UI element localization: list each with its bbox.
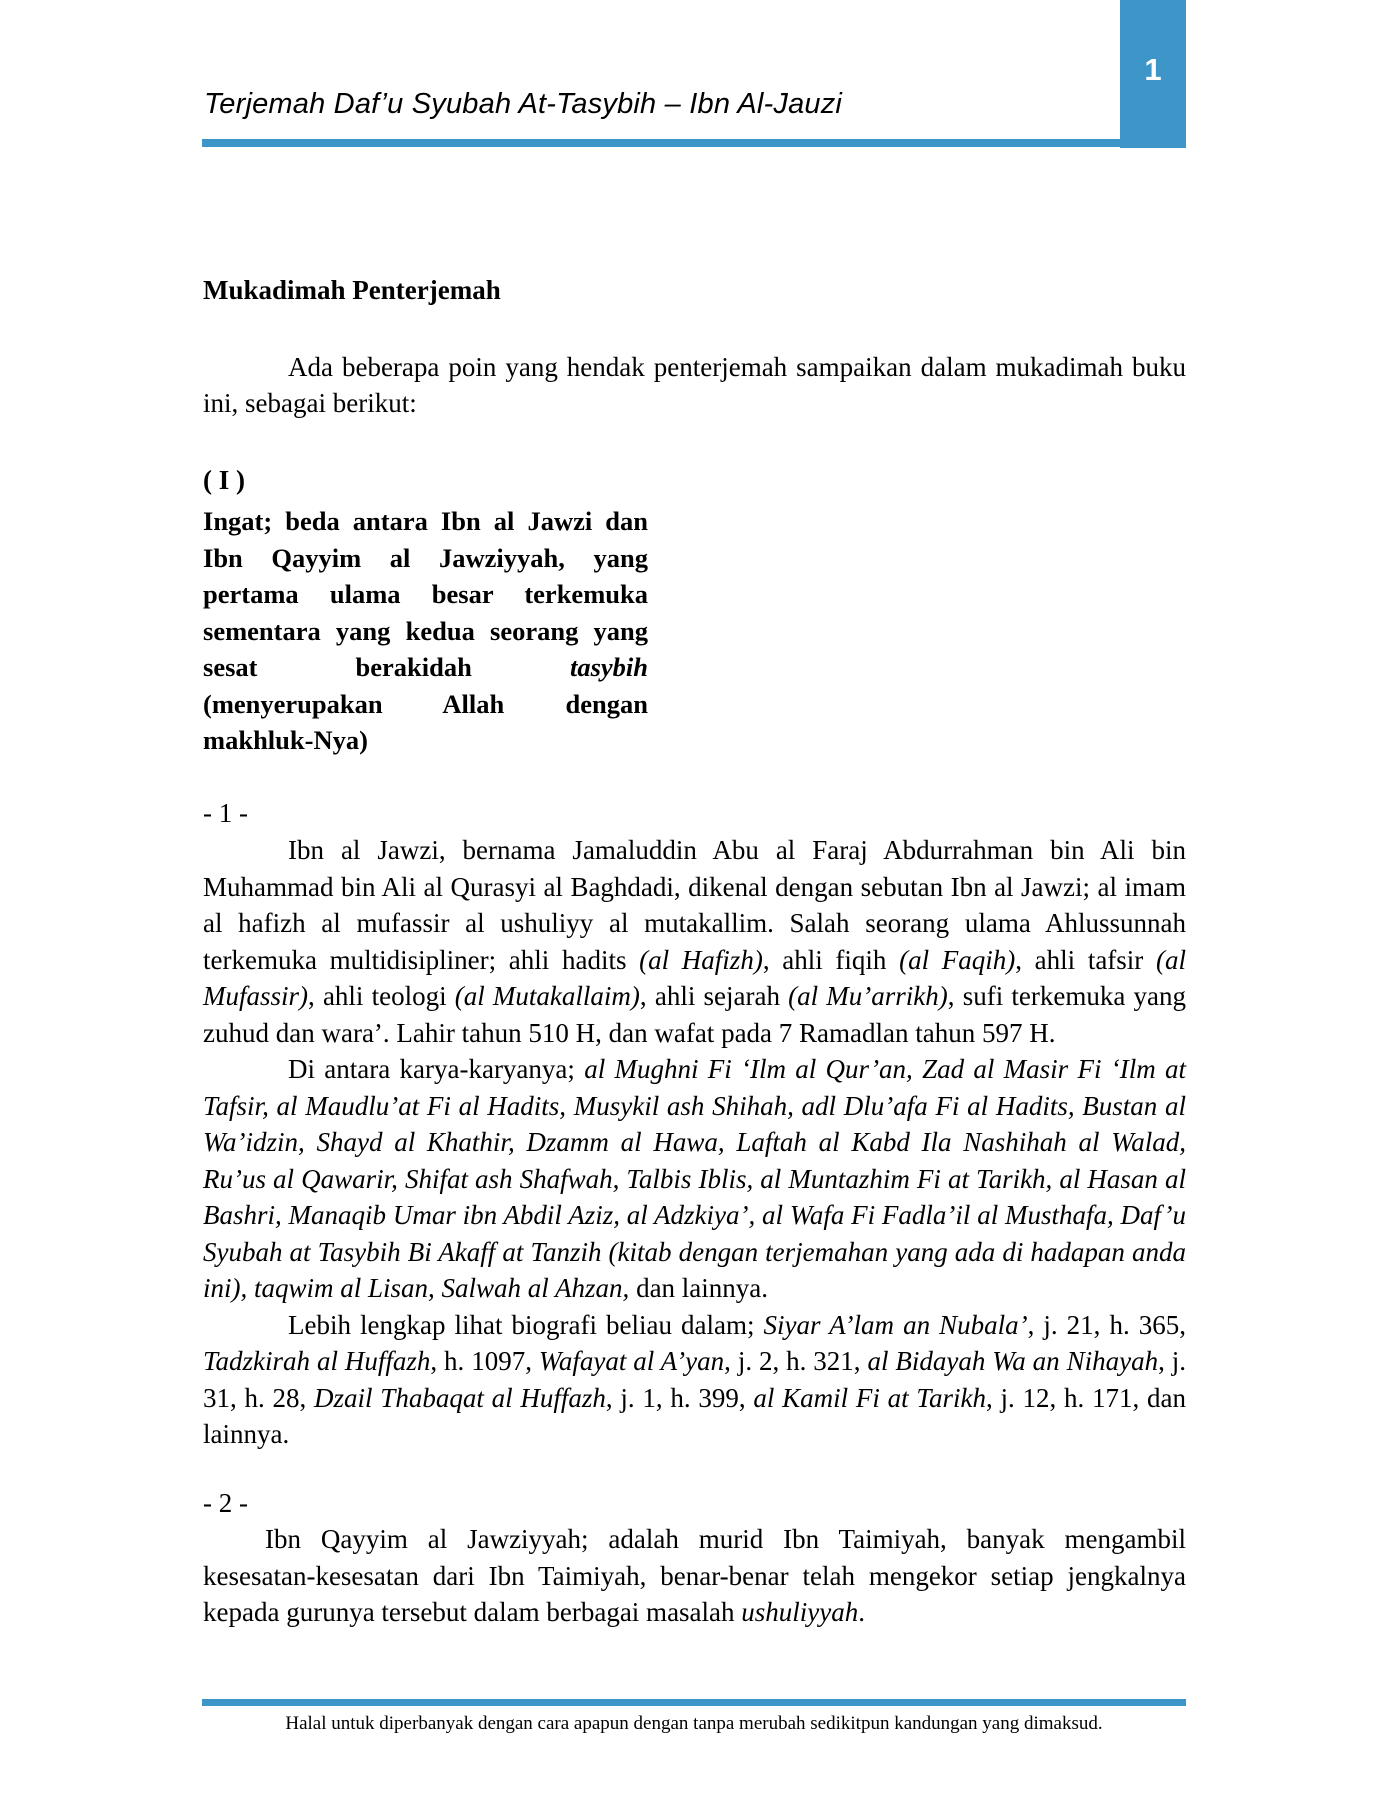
footer-rule — [202, 1699, 1186, 1706]
text-run: , ahli fiqih — [762, 944, 900, 975]
page-number: 1 — [1144, 52, 1162, 87]
text-run: Di antara karya-karyanya; — [288, 1054, 585, 1084]
page-number-tab — [1120, 0, 1186, 148]
footer-note: Halal untuk diperbanyak dengan cara apapun dengan tanpa merubah sedikitpun kandungan yang dimaksud. — [285, 1713, 1103, 1734]
text-run: al Mughni Fi ‘Ilm al Qur’an, Zad al Masir Fi ‘Ilm at Tafsir, al Maudlu’at Fi al Hadits, Musykil ash Shihah, adl Dlu’afa Fi al Hadits, Bustan al Wa’idzin, Shayd al Khathir, Dzamm al Hawa, Laftah al Kabd Ila Nashihah al Walad, Ru’us al Qawarir, Shifat ash Shafwah, Talbis Iblis, al Muntazhim Fi at Tarikh, al Hasan al Bashri, Manaqib Umar ibn Abdil Aziz, al Adzkiya’, al Wafa Fi Fadla’il al Musthafa, Daf’u Syubah at Tasybih Bi Akaff at Tanzih (kitab dengan terjemahan yang ada di hadapan anda ini), taqwim al Lisan, Salwah al Ahzan, — [203, 1054, 1186, 1303]
bio-paragraph — [203, 832, 1186, 1051]
text-run: dan lainnya. — [629, 1273, 769, 1303]
text-run: (al Mutakallaim) — [454, 981, 640, 1011]
text-run: , sufi terkemuka yang zuhud dan wara’. Lahir tahun 510 H, dan wafat pada 7 Ramadlan tahun 597 H. — [203, 981, 1186, 1048]
note-line — [203, 540, 648, 577]
text-run: tasybih — [569, 652, 648, 682]
text-run: Wafayat al A’yan — [538, 1346, 725, 1376]
text-run: , ahli tafsir — [1015, 944, 1156, 975]
text-run: , ahli teologi — [308, 981, 455, 1011]
text-run: , ahli sejarah — [639, 981, 789, 1011]
text-run: (al Mufassir) — [203, 944, 1186, 1011]
text-run: al Bidayah Wa an Nihayah — [867, 1346, 1159, 1376]
note-block — [203, 503, 648, 759]
section-heading: Mukadimah Penterjemah — [203, 275, 501, 305]
text-run: Ibn Qayyim al Jawziyyah, yang — [203, 542, 648, 573]
intro-paragraph: Ada beberapa poin yang hendak penterjemah sampaikan dalam mukadimah buku ini, sebagai berikut: — [203, 351, 1186, 418]
note-line — [203, 722, 648, 759]
text-run: , j. 31, h. 28, — [203, 1346, 1186, 1413]
text-run: ushuliyyah — [741, 1597, 859, 1627]
text-run: , h. 1097, — [430, 1346, 539, 1376]
item-marker-1: - 1 - — [203, 797, 248, 828]
text-run: Ibn al Jawzi, bernama Jamaluddin Abu al Faraj Abdurrahman bin Ali bin Muhammad bin Ali al Qurasyi al Baghdadi, dikenal dengan sebutan Ibn al Jawzi; al imam al hafizh al mufassir al ushuliyy al mutakallim. Salah seorang ulama Ahlussunnah terkemuka multidisipliner; ahli hadits — [203, 835, 1186, 975]
point-label: ( I ) — [203, 464, 245, 495]
text-run: , j. 2, h. 321, — [724, 1346, 868, 1376]
running-header-title: Terjemah Daf’u Syubah At-Tasybih – Ibn Al-Jauzi — [204, 88, 843, 120]
text-run: makhluk-Nya) — [203, 725, 368, 755]
note-line — [203, 503, 648, 540]
text-run: pertama ulama besar terkemuka — [203, 579, 648, 609]
page-body — [203, 272, 1186, 1631]
works-paragraph — [203, 1051, 1186, 1307]
text-run: sementara yang kedua seorang yang — [203, 615, 648, 646]
text-run: . — [858, 1597, 866, 1627]
qayyim-paragraph — [203, 1521, 1186, 1631]
note-line — [203, 613, 648, 650]
text-run: (al Mu’arrikh) — [788, 981, 948, 1011]
text-run: , j. 21, h. 365, — [1027, 1309, 1186, 1340]
text-run: (al Faqih) — [899, 944, 1016, 975]
text-run: al Kamil Fi at Tarikh — [753, 1382, 986, 1413]
item-marker-2: - 2 - — [203, 1487, 248, 1518]
text-run: Lebih lengkap lihat biografi beliau dalam; — [288, 1309, 764, 1340]
text-run: Tadzkirah al Huffazh — [203, 1346, 431, 1376]
note-line — [203, 686, 648, 723]
text-run: (al Hafizh) — [639, 944, 763, 975]
note-line — [203, 649, 648, 686]
text-run: Siyar A’lam an Nubala’ — [763, 1309, 1028, 1340]
text-run: Ibn Qayyim al Jawziyyah; adalah murid Ibn Taimiyah, banyak mengambil kesesatan-kesesatan dari Ibn Taimiyah, benar-benar telah mengekor setiap jengkalnya kepada gurunya tersebut dalam berbagai masalah — [203, 1524, 1186, 1627]
text-run: , j. 12, h. 171, dan lainnya. — [203, 1382, 1186, 1449]
bibliography-paragraph — [203, 1307, 1186, 1453]
text-run: sesat berakidah — [203, 652, 570, 682]
text-run: Dzail Thabaqat al Huffazh — [314, 1382, 606, 1413]
text-run: (menyerupakan Allah dengan — [203, 688, 648, 719]
text-run: , j. 1, h. 399, — [605, 1382, 754, 1413]
text-run: Ingat; beda antara Ibn al Jawzi dan — [203, 506, 648, 536]
header-rule — [202, 139, 1186, 147]
note-line — [203, 576, 648, 613]
